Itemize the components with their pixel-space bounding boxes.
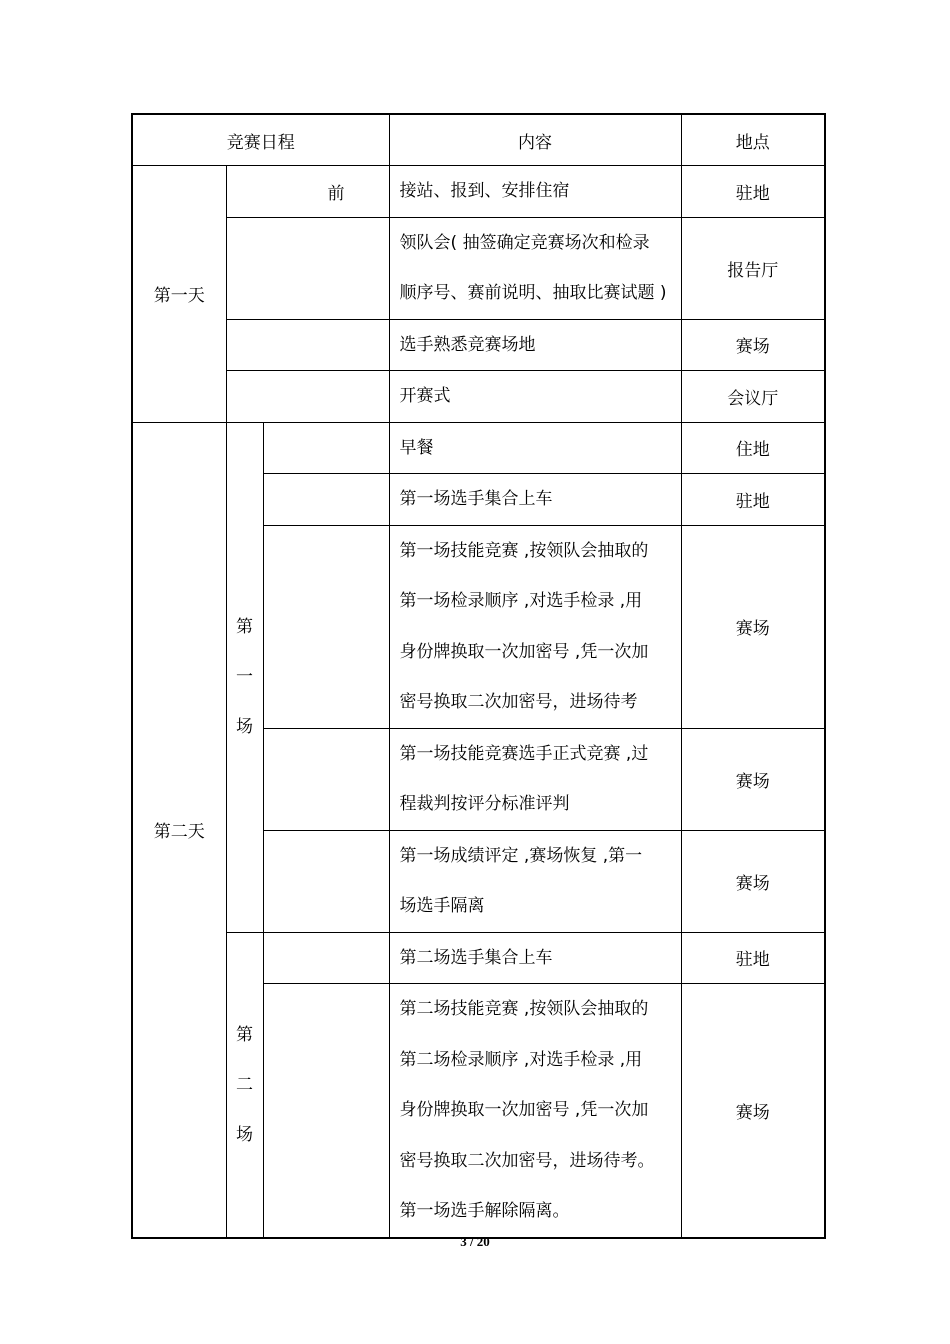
- time-cell: [226, 217, 389, 319]
- content-line: 选手熟悉竞赛场地: [399, 334, 536, 355]
- table-row: [132, 166, 825, 218]
- session-char: 一: [236, 667, 253, 687]
- schedule-table: [131, 113, 826, 1239]
- time-cell: [263, 728, 389, 830]
- content-line: 第一场选手集合上车: [399, 489, 553, 509]
- content-line: 密号换取二次加密号，进场待考: [399, 692, 638, 712]
- time-cell: [263, 422, 389, 474]
- time-cell: [263, 932, 389, 984]
- content-line: 第一场检录顺序 ,对选手检录 ,用: [399, 591, 643, 611]
- content-line: 第二场检录顺序 ,对选手检录 ,用: [399, 1049, 643, 1070]
- content-line: 领队会( 抽签确定竞赛场次和检录: [399, 232, 650, 253]
- page-number: 3 / 20: [460, 1234, 490, 1249]
- content-cell: [389, 371, 681, 423]
- content-line: 第一场成绩评定 ,赛场恢复 ,第一: [399, 845, 643, 866]
- time-cell: [263, 525, 389, 728]
- content-cell: [389, 984, 681, 1238]
- day2-label: 第二天: [132, 422, 226, 1238]
- location-cell: 会议厅: [681, 371, 825, 423]
- content-line: 开赛式: [399, 386, 451, 406]
- time-cell: [263, 474, 389, 526]
- location-cell: 住地: [681, 422, 825, 474]
- content-cell: [389, 319, 681, 371]
- content-line: 密号换取二次加密号，进场待考。: [399, 1150, 655, 1171]
- session2-label: [226, 932, 263, 1238]
- session-char: 第: [236, 617, 253, 637]
- location-cell: 赛场: [681, 728, 825, 830]
- content-cell: [389, 166, 681, 218]
- content-cell: [389, 830, 681, 932]
- location-cell: 赛场: [681, 830, 825, 932]
- session-char: 场: [236, 1124, 253, 1145]
- session1-label: [226, 422, 263, 932]
- content-cell: [389, 217, 681, 319]
- session-char: 二: [236, 1074, 253, 1095]
- location-cell: 赛场: [681, 525, 825, 728]
- content-cell: [389, 932, 681, 984]
- session-char: 场: [236, 717, 253, 737]
- content-cell: [389, 525, 681, 728]
- time-cell: [263, 830, 389, 932]
- location-cell: 驻地: [681, 474, 825, 526]
- time-cell: 前: [226, 166, 389, 218]
- header-content: 内容: [389, 114, 681, 166]
- table-row: [132, 371, 825, 423]
- location-cell: 报告厅: [681, 217, 825, 319]
- content-cell: [389, 728, 681, 830]
- content-cell: [389, 422, 681, 474]
- content-line: 场选手隔离: [399, 896, 485, 916]
- content-line: 第一场技能竞赛选手正式竞赛 ,过: [399, 743, 649, 764]
- header-location: 地点: [681, 114, 825, 166]
- time-cell: [226, 371, 389, 423]
- table-row: [132, 422, 825, 474]
- header-row: [132, 114, 825, 166]
- location-cell: 驻地: [681, 932, 825, 984]
- content-line: 身份牌换取一次加密号 ,凭一次加: [399, 641, 649, 662]
- day1-label: 第一天: [132, 166, 226, 423]
- time-cell: [263, 984, 389, 1238]
- content-line: 身份牌换取一次加密号 ,凭一次加: [399, 1100, 649, 1120]
- session-char: 第: [236, 1024, 253, 1045]
- location-cell: 驻地: [681, 166, 825, 218]
- table-row: [132, 319, 825, 371]
- content-line: 第二场技能竞赛 ,按领队会抽取的: [399, 999, 649, 1019]
- content-line: 接站、报到、安排住宿: [399, 181, 570, 201]
- content-line: 顺序号、赛前说明、抽取比赛试题 ): [399, 283, 667, 303]
- content-line: 第一场技能竞赛 ,按领队会抽取的: [399, 540, 649, 561]
- content-cell: [389, 474, 681, 526]
- content-line: 第二场选手集合上车: [399, 947, 553, 968]
- time-cell: [226, 319, 389, 371]
- location-cell: 赛场: [681, 319, 825, 371]
- table-row: [132, 217, 825, 319]
- header-schedule: 竞赛日程: [132, 114, 389, 166]
- table-row: [132, 932, 825, 984]
- content-line: 程裁判按评分标准评判: [399, 794, 570, 814]
- location-cell: 赛场: [681, 984, 825, 1238]
- content-line: 早餐: [399, 437, 434, 458]
- content-line: 第一场选手解除隔离。: [399, 1201, 570, 1221]
